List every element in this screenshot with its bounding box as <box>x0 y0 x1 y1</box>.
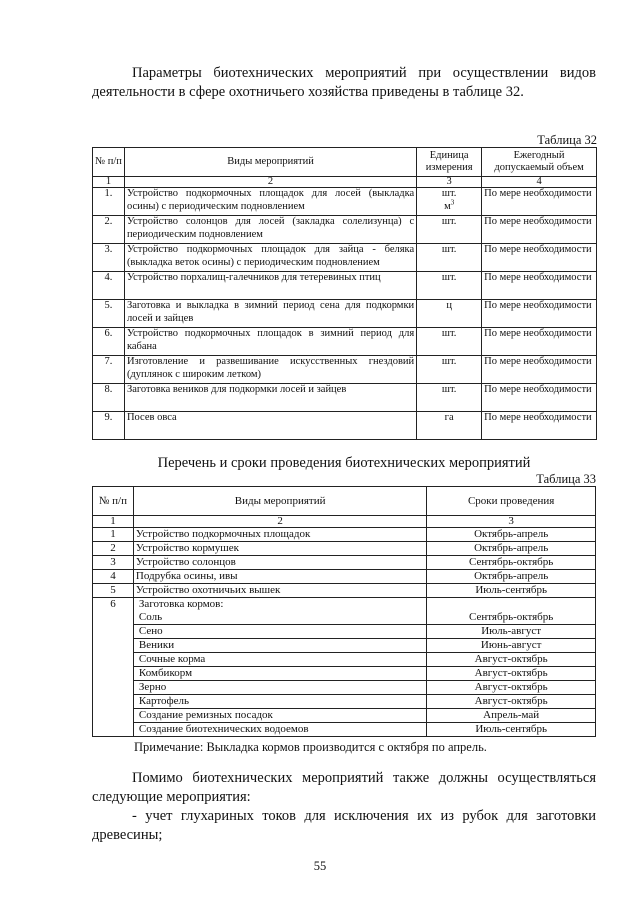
row-number: 9. <box>93 412 125 440</box>
volume-cell: По мере необходимости <box>482 216 597 244</box>
table-row <box>93 542 596 556</box>
activity-cell: Веники <box>133 639 426 653</box>
row-number: 1 <box>93 528 134 542</box>
row-number: 5. <box>93 300 125 328</box>
table-row <box>93 653 596 667</box>
table-row <box>93 625 596 639</box>
activity-cell: Заготовка веников для подкормки лосей и зайцев <box>124 384 416 412</box>
table-row <box>93 681 596 695</box>
table-row <box>93 584 596 598</box>
volume-cell: По мере необходимости <box>482 328 597 356</box>
table-row <box>93 695 596 709</box>
table-row <box>93 723 596 737</box>
activity-cell: Устройство кормушек <box>133 542 426 556</box>
table-row <box>93 412 597 440</box>
table-row <box>93 244 597 272</box>
volume-cell: По мере необходимости <box>482 384 597 412</box>
volume-cell: По мере необходимости <box>482 300 597 328</box>
table-row <box>93 556 596 570</box>
term-cell: Октябрь-апрель <box>427 542 596 556</box>
t33-header-activity: Виды мероприятий <box>133 487 426 516</box>
table33-heading: Перечень и сроки проведения биотехнических мероприятий <box>157 455 531 471</box>
activity-cell: Создание ремизных посадок <box>133 709 426 723</box>
term-cell: Октябрь-апрель <box>427 570 596 584</box>
activity-cell: Устройство солонцов для лосей (закладка солелизунца) с периодическим подновлением <box>124 216 416 244</box>
activity-cell: Заготовка и выкладка в зимний период сена для подкормки лосей и зайцев <box>124 300 416 328</box>
table33-caption: Таблица 33 <box>536 472 596 486</box>
table-row <box>93 528 596 542</box>
activity-cell: Заготовка кормов: <box>133 598 426 612</box>
table-row <box>93 300 597 328</box>
row-number: 5 <box>93 584 134 598</box>
unit-superscript: 3 <box>450 198 455 206</box>
volume-cell: По мере необходимости <box>482 188 597 216</box>
row-number: 8. <box>93 384 125 412</box>
unit-cell: шт. <box>417 328 482 356</box>
term-cell: Июль-август <box>427 625 596 639</box>
activity-cell: Зерно <box>133 681 426 695</box>
t33-colnum: 2 <box>133 516 426 528</box>
table-row <box>93 328 597 356</box>
table-row <box>93 611 596 625</box>
unit-cell: шт. <box>417 272 482 300</box>
activity-cell: Соль <box>133 611 426 625</box>
t32-header-num: № п/п <box>93 148 125 177</box>
unit-cell: шт. <box>417 244 482 272</box>
term-cell: Октябрь-апрель <box>427 528 596 542</box>
t32-header-unit: Единица измерения <box>417 148 482 177</box>
table-row <box>93 272 597 300</box>
t33-colnum: 1 <box>93 516 134 528</box>
t32-colnum: 2 <box>124 177 416 188</box>
t32-colnum: 4 <box>482 177 597 188</box>
table32-caption: Таблица 32 <box>537 133 597 147</box>
row-number: 2. <box>93 216 125 244</box>
activity-cell: Устройство солонцов <box>133 556 426 570</box>
t33-header-num: № п/п <box>93 487 134 516</box>
activity-cell: Посев овса <box>124 412 416 440</box>
unit-cell: шт. <box>417 356 482 384</box>
row-number: 4. <box>93 272 125 300</box>
term-cell: Июль-сентябрь <box>427 584 596 598</box>
t32-colnum: 3 <box>417 177 482 188</box>
activity-cell: Комбикорм <box>133 667 426 681</box>
unit-cell: га <box>417 412 482 440</box>
term-cell: Август-октябрь <box>427 653 596 667</box>
table-row <box>93 639 596 653</box>
row-number: 7. <box>93 356 125 384</box>
t33-colnum: 3 <box>427 516 596 528</box>
table-row <box>93 188 597 216</box>
unit-value-2: м <box>444 200 451 212</box>
row-number: 2 <box>93 542 134 556</box>
activity-cell: Устройство подкормочных площадок для зайца - беляка (выкладка веток осины) с периодическим подновлением <box>124 244 416 272</box>
intro-paragraph: Параметры биотехнических мероприятий при осуществлении видов деятельности в сфере охотничьего хозяйства приведены в таблице 32. <box>92 65 596 100</box>
term-cell: Август-октябрь <box>427 667 596 681</box>
table-row <box>93 384 597 412</box>
t32-header-volume: Ежегодный допускаемый объем <box>482 148 597 177</box>
volume-cell: По мере необходимости <box>482 356 597 384</box>
table-row <box>93 570 596 584</box>
activity-cell: Сочные корма <box>133 653 426 667</box>
row-number: 1. <box>93 188 125 216</box>
activity-cell: Сено <box>133 625 426 639</box>
row-number: 6. <box>93 328 125 356</box>
page-number: 55 <box>313 859 327 873</box>
activity-cell: Устройство подкормочных площадок в зимний период для кабана <box>124 328 416 356</box>
activity-cell: Подрубка осины, ивы <box>133 570 426 584</box>
table-row <box>93 216 597 244</box>
activity-cell: Устройство охотничьих вышек <box>133 584 426 598</box>
term-cell: Сентябрь-октябрь <box>427 611 596 625</box>
table-note: Примечание: Выкладка кормов производится с октября по апрель. <box>134 740 487 754</box>
unit-cell: шт. <box>417 216 482 244</box>
activity-cell: Устройство подкормочных площадок <box>133 528 426 542</box>
t33-header-term: Сроки проведения <box>427 487 596 516</box>
term-cell <box>427 598 596 612</box>
table-row <box>93 667 596 681</box>
volume-cell: По мере необходимости <box>482 244 597 272</box>
term-cell: Июль-сентябрь <box>427 723 596 737</box>
row-number: 6 <box>93 598 134 737</box>
term-cell: Август-октябрь <box>427 681 596 695</box>
activity-cell: Картофель <box>133 695 426 709</box>
term-cell: Июнь-август <box>427 639 596 653</box>
table-32 <box>92 147 597 440</box>
unit-cell <box>417 188 482 216</box>
unit-cell: шт. <box>417 384 482 412</box>
term-cell: Апрель-май <box>427 709 596 723</box>
activity-cell: Устройство порхалищ-галечников для тетеревиных птиц <box>124 272 416 300</box>
volume-cell: По мере необходимости <box>482 412 597 440</box>
row-number: 3. <box>93 244 125 272</box>
row-number: 3 <box>93 556 134 570</box>
row-number: 4 <box>93 570 134 584</box>
activity-cell: Устройство подкормочных площадок для лосей (выкладка осины) с периодическим подновлением <box>124 188 416 216</box>
closing-text-2: - учет глухариных токов для исключения их из рубок для заготовки древесины; <box>92 808 596 843</box>
term-cell: Август-октябрь <box>427 695 596 709</box>
t32-header-activity: Виды мероприятий <box>124 148 416 177</box>
table-row <box>93 356 597 384</box>
t32-colnum: 1 <box>93 177 125 188</box>
term-cell: Сентябрь-октябрь <box>427 556 596 570</box>
activity-cell: Создание биотехнических водоемов <box>133 723 426 737</box>
closing-paragraph <box>92 769 596 845</box>
table-row <box>93 598 596 612</box>
closing-text-1: Помимо биотехнических мероприятий также должны осуществляться следующие мероприятия: <box>92 770 596 805</box>
unit-cell: ц <box>417 300 482 328</box>
table-33 <box>92 486 596 737</box>
activity-cell: Изготовление и развешивание искусственных гнездовий (дуплянок с широким летком) <box>124 356 416 384</box>
volume-cell: По мере необходимости <box>482 272 597 300</box>
table-row <box>93 709 596 723</box>
unit-value: шт. <box>441 188 457 199</box>
